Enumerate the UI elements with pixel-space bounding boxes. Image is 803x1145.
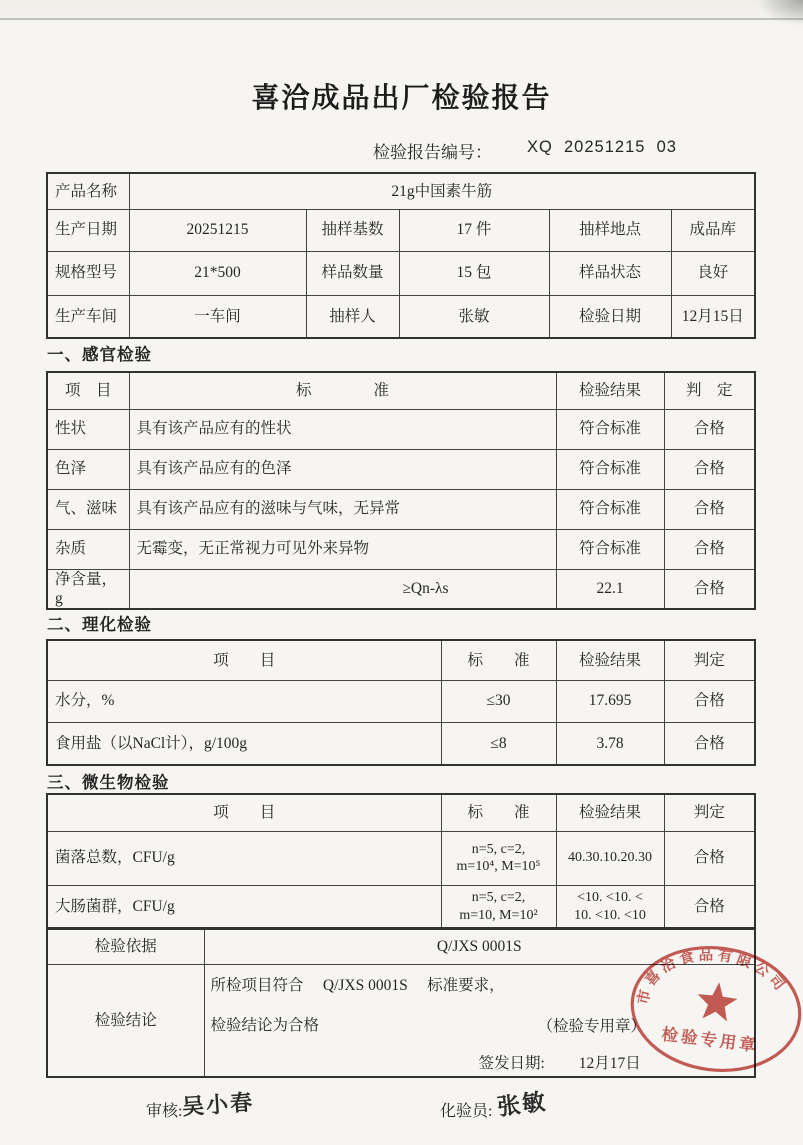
issue-date-label: 签发日期:	[478, 1054, 545, 1072]
cell-label: 生产车间	[47, 295, 129, 338]
cell-verdict: 合格	[664, 529, 755, 569]
basis-label: 检验依据	[47, 928, 204, 964]
cell-result: 3.78	[556, 722, 664, 765]
table-row	[47, 251, 755, 295]
col-header-standard: 标 准	[441, 794, 556, 831]
cell-item: 杂质	[47, 529, 129, 569]
cell-value: 一车间	[129, 295, 306, 338]
basis-value: Q/JXS 0001S	[204, 928, 755, 964]
cell-item: 气、滋味	[47, 489, 129, 529]
col-header-standard: 标 准	[441, 640, 556, 680]
col-header-item: 项 目	[47, 372, 129, 409]
section-heading-physchem: 二、理化检验	[47, 616, 152, 634]
cell-label: 样品状态	[549, 251, 671, 295]
cell-verdict: 合格	[664, 409, 755, 449]
section-heading-sensory: 一、感官检验	[47, 346, 152, 364]
cell-verdict: 合格	[664, 489, 755, 529]
result-line2: 10. <10. <10	[574, 907, 646, 923]
col-header-result: 检验结果	[556, 794, 664, 831]
table-row	[47, 529, 755, 569]
tester-signature	[497, 1086, 547, 1119]
report-number-label: 检验报告编号：	[373, 143, 492, 162]
table-row	[47, 173, 755, 209]
table-row	[47, 449, 755, 489]
review-signature	[182, 1088, 254, 1119]
cell-standard: 无霉变，无正常视力可见外来异物	[129, 529, 556, 569]
cell-value: 良好	[671, 251, 755, 295]
cell-verdict: 合格	[664, 569, 755, 609]
review-label: 审核:	[146, 1103, 183, 1120]
cell-result: 符合标准	[556, 489, 664, 529]
cell-standard	[441, 885, 556, 929]
product-name-label: 产品名称	[47, 173, 129, 209]
cell-value: 张敏	[399, 295, 549, 338]
cell-verdict: 合格	[664, 722, 755, 765]
stamp-bottom-text: 检验专用章	[660, 1025, 760, 1056]
col-header-standard: 标 准	[129, 372, 556, 409]
cell-value: 15 包	[399, 251, 549, 295]
col-header-verdict: 判 定	[664, 372, 755, 409]
cell-label: 规格型号	[47, 251, 129, 295]
cell-label: 生产日期	[47, 209, 129, 251]
cell-item: 性状	[47, 409, 129, 449]
section-heading-micro: 三、微生物检验	[47, 774, 170, 792]
table-row	[47, 489, 755, 529]
cell-verdict: 合格	[664, 449, 755, 489]
cell-value: 17 件	[399, 209, 549, 251]
cell-standard	[441, 831, 556, 885]
col-header-result: 检验结果	[556, 372, 664, 409]
scan-corner-shadow	[757, 0, 803, 26]
cell-verdict: 合格	[664, 885, 755, 929]
cell-value: 21*500	[129, 251, 306, 295]
report-number-value: XQ 20251215 03	[527, 138, 677, 156]
col-header-item: 项 目	[47, 794, 441, 831]
table-row	[47, 569, 755, 609]
col-header-verdict: 判定	[664, 794, 755, 831]
result-line1: <10. <10. <	[577, 890, 643, 906]
cell-result	[556, 885, 664, 929]
cell-item: 大肠菌群，CFU/g	[47, 885, 441, 929]
table-row	[47, 409, 755, 449]
cell-value: 20251215	[129, 209, 306, 251]
cell-item: 食用盐（以NaCl计），g/100g	[47, 722, 441, 765]
table-row	[47, 209, 755, 251]
col-header-item: 项 目	[47, 640, 441, 680]
conclusion-label: 检验结论	[47, 964, 204, 1077]
col-header-result: 检验结果	[556, 640, 664, 680]
cell-standard: 具有该产品应有的色泽	[129, 449, 556, 489]
cell-item: 净含量，g	[47, 569, 129, 609]
cell-item: 色泽	[47, 449, 129, 489]
standard-line2: m=10, M=10²	[459, 907, 538, 923]
cell-result: 符合标准	[556, 409, 664, 449]
cell-result: 符合标准	[556, 449, 664, 489]
micro-table	[46, 793, 756, 930]
cell-standard: ≥Qn-λs	[129, 569, 556, 609]
table-row	[47, 295, 755, 338]
cell-standard: 具有该产品应有的性状	[129, 409, 556, 449]
report-title: 喜洽成品出厂检验报告	[251, 82, 552, 113]
table-row	[47, 885, 755, 929]
cell-standard: ≤8	[441, 722, 556, 765]
tester-signature-name: 张敏	[495, 1089, 549, 1121]
result-line1: 40.30.10.20.30	[568, 850, 652, 866]
product-name-value: 21g中国素牛筋	[129, 173, 755, 209]
seal-note: （检验专用章）	[537, 1017, 647, 1035]
review-signature-name: 吴小春	[181, 1090, 255, 1121]
cell-label: 检验日期	[549, 295, 671, 338]
cell-item: 菌落总数，CFU/g	[47, 831, 441, 885]
cell-result: 22.1	[556, 569, 664, 609]
cell-item: 水分，%	[47, 680, 441, 722]
cell-verdict: 合格	[664, 831, 755, 885]
cell-label: 抽样基数	[306, 209, 399, 251]
table-header-row	[47, 640, 755, 680]
table-header-row	[47, 372, 755, 409]
cell-label: 抽样人	[306, 295, 399, 338]
table-row	[47, 680, 755, 722]
physchem-table	[46, 639, 756, 766]
scan-artifact-line	[0, 18, 803, 20]
cell-label: 样品数量	[306, 251, 399, 295]
cell-label: 抽样地点	[549, 209, 671, 251]
sensory-table	[46, 371, 756, 610]
table-row	[47, 831, 755, 885]
table-header-row	[47, 794, 755, 831]
conclusion-line2: 检验结论为合格	[210, 1016, 320, 1034]
col-header-verdict: 判定	[664, 640, 755, 680]
inspection-stamp	[616, 945, 803, 1085]
cell-verdict: 合格	[664, 680, 755, 722]
cell-result: 17.695	[556, 680, 664, 722]
cell-result: 符合标准	[556, 529, 664, 569]
stamp-company-arc-text: 市喜洽食品有限公司	[635, 947, 790, 1006]
cell-standard: 具有该产品应有的滋味与气味，无异常	[129, 489, 556, 529]
star-icon	[695, 980, 739, 1023]
report-number-row	[0, 138, 803, 160]
table-row	[47, 722, 755, 765]
cell-value: 12月15日	[671, 295, 755, 338]
issue-date-value: 12月17日	[578, 1054, 641, 1072]
tester-label: 化验员:	[440, 1103, 493, 1120]
conclusion-line1: 所检项目符合 Q/JXS 0001S 标准要求，	[210, 976, 505, 994]
product-info-table	[46, 172, 756, 339]
cell-result	[556, 831, 664, 885]
standard-line1: n=5, c=2,	[471, 890, 526, 906]
standard-line1: n=5, c=2,	[471, 841, 526, 857]
cell-value: 成品库	[671, 209, 755, 251]
cell-standard: ≤30	[441, 680, 556, 722]
standard-line2: m=10⁴, M=10⁵	[456, 859, 541, 874]
